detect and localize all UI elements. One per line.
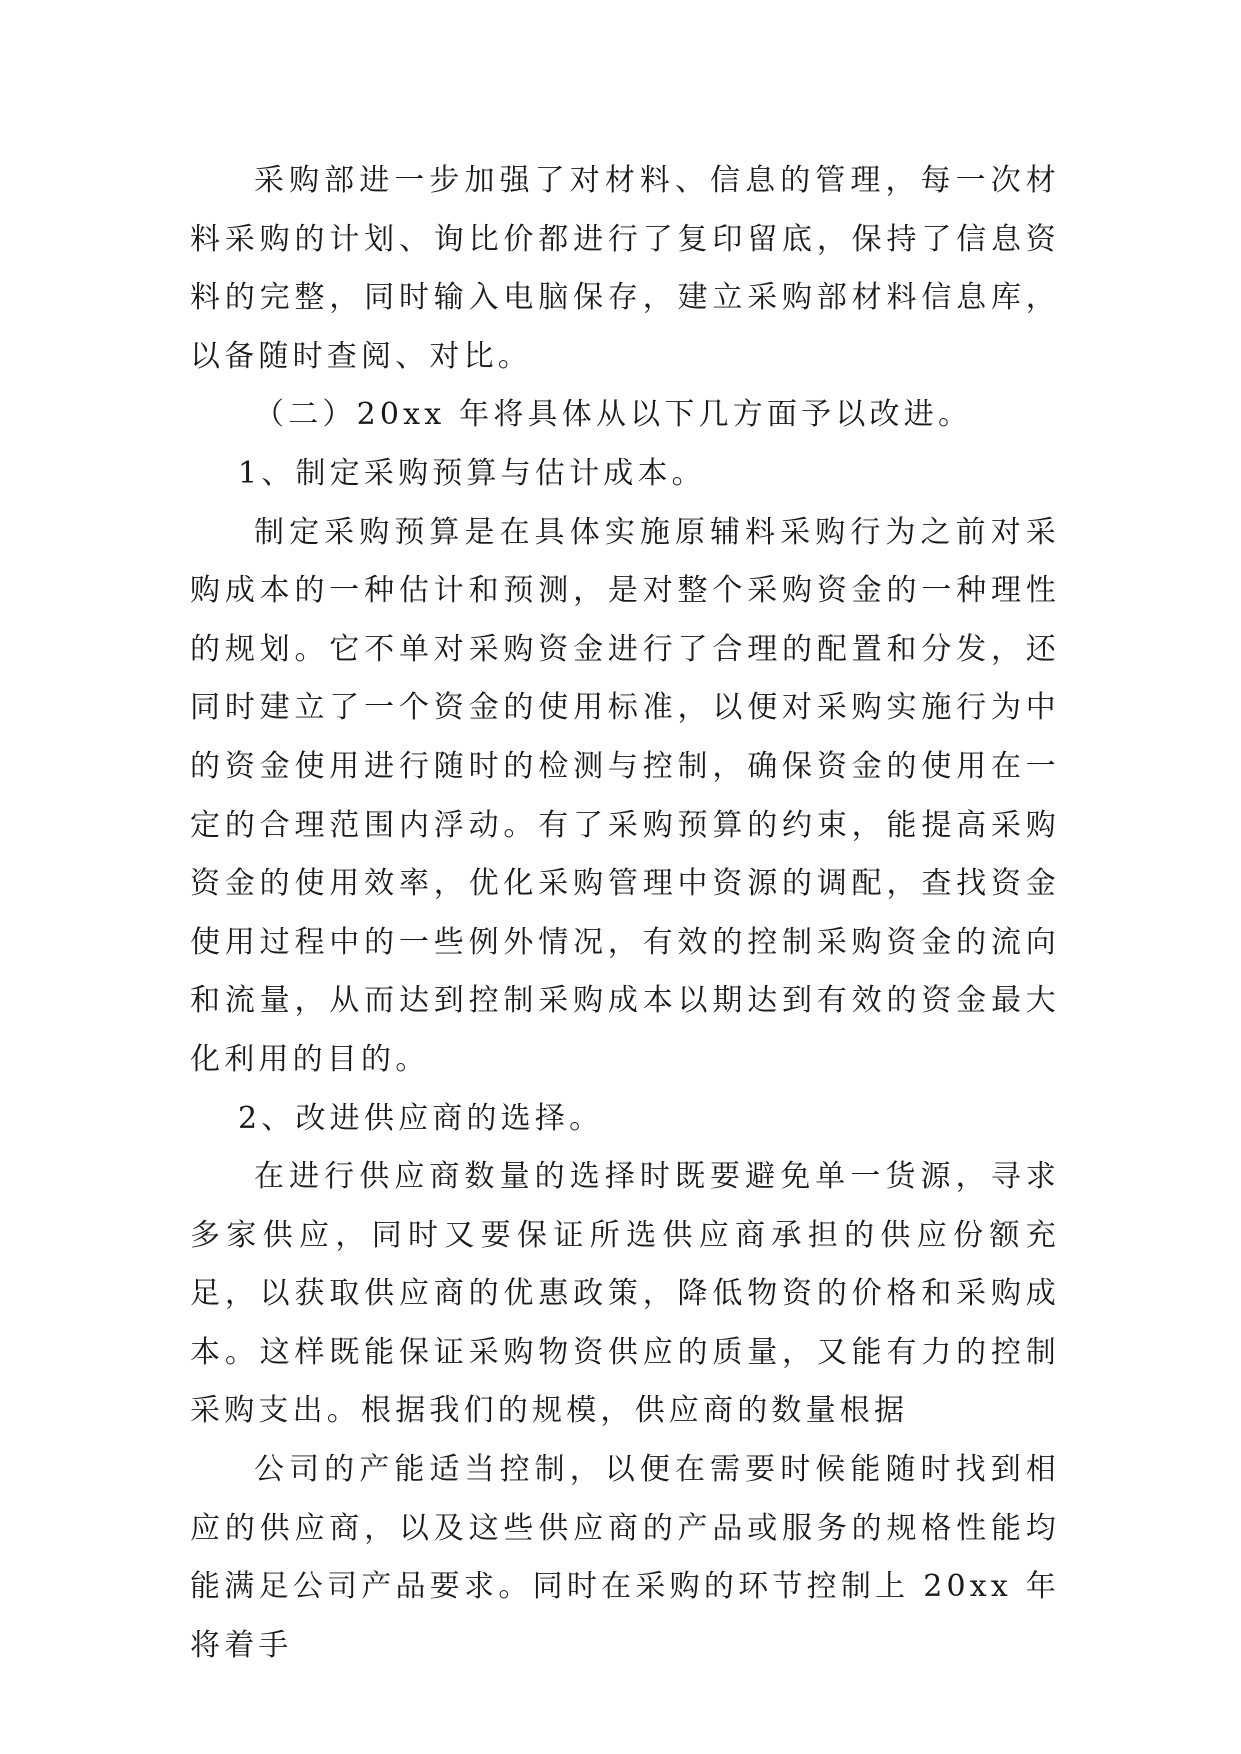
paragraph-budget: 制定采购预算是在具体实施原辅料采购行为之前对采购成本的一种估计和预测，是对整个采购资金的一种理性的规划。它不单对采购资金进行了合理的配置和分发，还同时建立了一个资金的使用标准，以便对采购实施行为中的资金使用进行随时的检测与控制，确保资金的使用在一定的合理范围内浮动。有了采购预算的约束，能提高采购资金的使用效率，优化采购管理中资源的调配，查找资金使用过程中的一些例外情况，有效的控制采购资金的流向和流量，从而达到控制采购成本以期达到有效的资金最大化利用的目的。	[190, 514, 1060, 1077]
heading-supplier-selection: 2、改进供应商的选择。	[238, 1100, 604, 1136]
paragraph-supplier-selection: 在进行供应商数量的选择时既要避免单一货源，寻求多家供应，同时又要保证所选供应商承担的供应份额充足，以获取供应商的优惠政策，降低物资的价格和采购成本。这样既能保证采购物资供应的质量，又能有力的控制采购支出。根据我们的规模，供应商的数量根据	[190, 1159, 1060, 1429]
heading-budget: 1、制定采购预算与估计成本。	[238, 455, 706, 491]
heading-improvements: （二）20xx 年将具体从以下几方面予以改进。	[254, 397, 973, 433]
paragraph-info-management: 采购部进一步加强了对材料、信息的管理，每一次材料采购的计划、询比价都进行了复印留底，保持了信息资料的完整，同时输入电脑保存，建立采购部材料信息库，以备随时查阅、对比。	[190, 163, 1060, 374]
paragraph-capacity-control: 公司的产能适当控制，以便在需要时候能随时找到相应的供应商，以及这些供应商的产品或服务的规格性能均能满足公司产品要求。同时在采购的环节控制上 20xx 年将着手	[190, 1452, 1060, 1663]
document-body	[190, 152, 1060, 1675]
